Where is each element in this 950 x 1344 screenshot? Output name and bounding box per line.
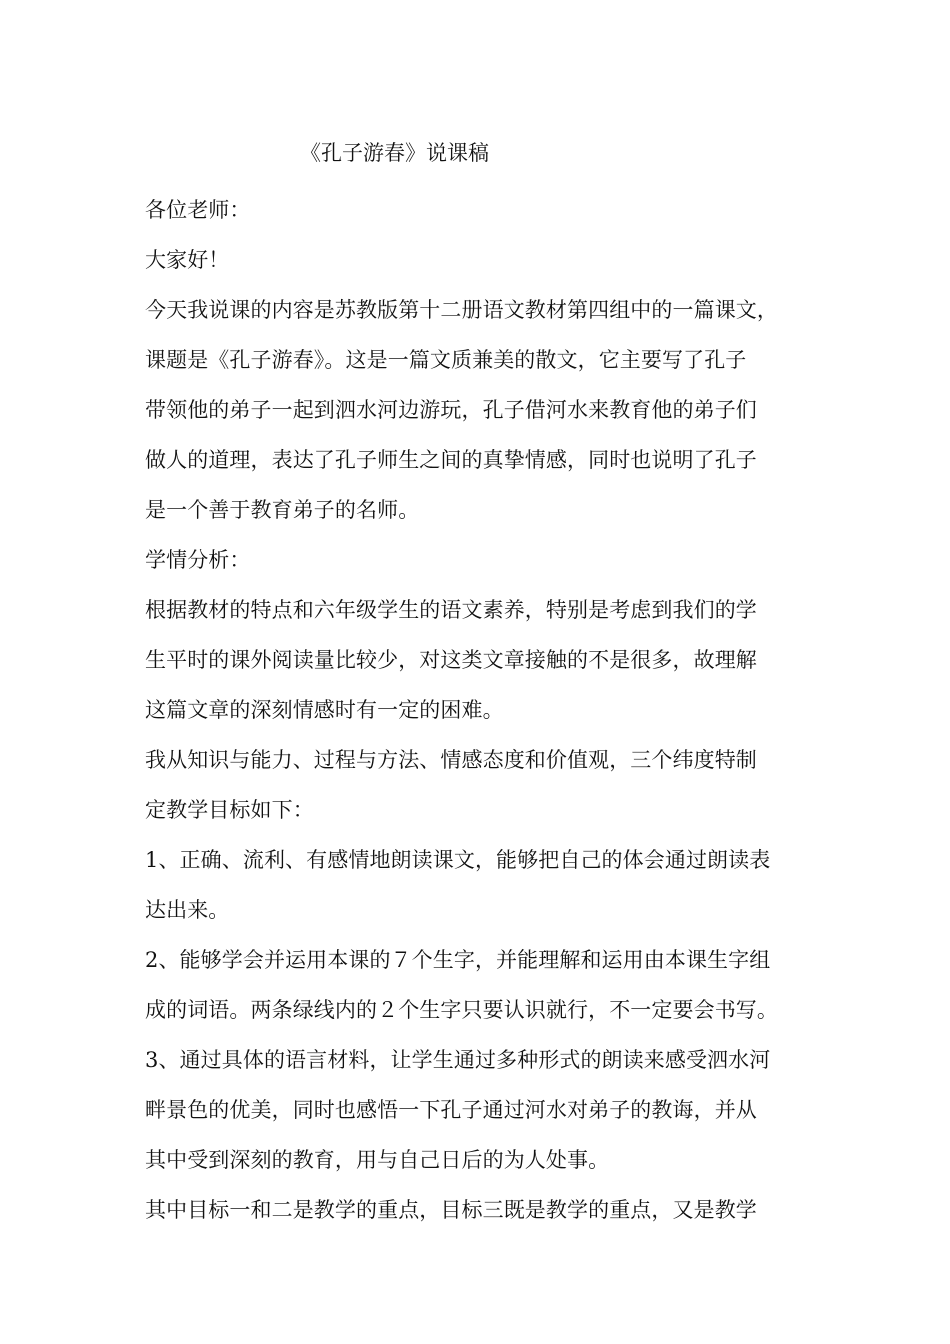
text-line: 定教学目标如下： xyxy=(145,798,314,822)
text-line: 我从知识与能力、过程与方法、情感态度和价值观，三个纬度特制 xyxy=(145,748,757,772)
document-title: 《孔子游春》说课稿 xyxy=(300,141,489,165)
text-line: 大家好！ xyxy=(145,248,230,272)
text-line: 根据教材的特点和六年级学生的语文素养，特别是考虑到我们的学 xyxy=(145,598,757,622)
text-line: 其中受到深刻的教育，用与自己日后的为人处事。 xyxy=(145,1148,610,1172)
text-line: 畔景色的优美，同时也感悟一下孔子通过河水对弟子的教诲，并从 xyxy=(145,1098,757,1122)
text-line: 成的词语。两条绿线内的２个生字只要认识就行，不一定要会书写。 xyxy=(145,998,778,1022)
text-line: 课题是《孔子游春》。这是一篇文质兼美的散文，它主要写了孔子 xyxy=(145,348,747,372)
text-line: 这篇文章的深刻情感时有一定的困难。 xyxy=(145,698,504,722)
text-line: 1、正确、流利、有感情地朗读课文，能够把自己的体会通过朗读表 xyxy=(145,848,771,872)
text-line: 3、通过具体的语言材料，让学生通过多种形式的朗读来感受泗水河 xyxy=(145,1048,771,1072)
text-line: 带领他的弟子一起到泗水河边游玩，孔子借河水来教育他的弟子们 xyxy=(145,398,757,422)
text-line: 各位老师： xyxy=(145,198,251,222)
text-line: 其中目标一和二是教学的重点，目标三既是教学的重点，又是教学 xyxy=(145,1198,757,1222)
text-line: 学情分析： xyxy=(145,548,251,572)
text-line: 生平时的课外阅读量比较少，对这类文章接触的不是很多，故理解 xyxy=(145,648,757,672)
text-line: 是一个善于教育弟子的名师。 xyxy=(145,498,420,522)
text-line: 2、能够学会并运用本课的７个生字，并能理解和运用由本课生字组 xyxy=(145,948,771,972)
text-line: 做人的道理，表达了孔子师生之间的真挚情感，同时也说明了孔子 xyxy=(145,448,757,472)
document-body xyxy=(145,185,825,1235)
text-line: 今天我说课的内容是苏教版第十二册语文教材第四组中的一篇课文， xyxy=(145,298,778,322)
text-line: 达出来。 xyxy=(145,898,230,922)
